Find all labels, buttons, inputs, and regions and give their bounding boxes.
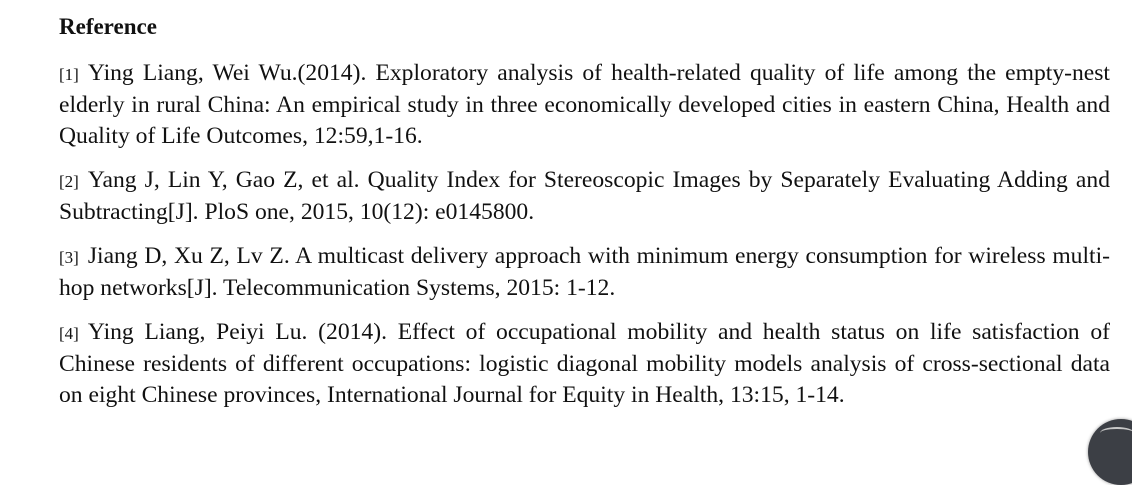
reference-item-4 (59, 317, 1110, 411)
reference-number: [3] (59, 248, 79, 267)
reference-number: [4] (59, 324, 79, 343)
reference-item-1 (59, 58, 1110, 152)
reference-text: Jiang D, Xu Z, Lv Z. A multicast delivery approach with minimum energy consumption for wireless multi-hop networks[J]. Telecommunication Systems, 2015: 1-12. (59, 243, 1110, 301)
section-heading: Reference (59, 14, 157, 39)
page-indicator-badge[interactable] (1088, 419, 1132, 485)
reference-number: [2] (59, 172, 79, 191)
reference-text: Ying Liang, Wei Wu.(2014). Exploratory analysis of health-related quality of life among the empty-nest elderly in rural China: An empirical study in three economically developed cities in eastern China, Health and Quality of Life Outcomes, 12:59,1-16. (59, 60, 1110, 149)
reference-text: Yang J, Lin Y, Gao Z, et al. Quality Index for Stereoscopic Images by Separately Evaluating Adding and Subtracting[J]. PloS one, 2015, 10(12): e0145800. (59, 167, 1110, 225)
page-indicator-icon (1100, 427, 1132, 439)
reference-number: [1] (59, 65, 79, 84)
reference-text: Ying Liang, Peiyi Lu. (2014). Effect of occupational mobility and health status on life satisfaction of Chinese residents of different occupations: logistic diagonal mobility models analysis of cross-sectional data on eight Chinese provinces, International Journal for Equity in Health, 13:15, 1-14. (59, 319, 1110, 408)
reference-item-2 (59, 165, 1110, 228)
reference-item-3 (59, 241, 1110, 304)
